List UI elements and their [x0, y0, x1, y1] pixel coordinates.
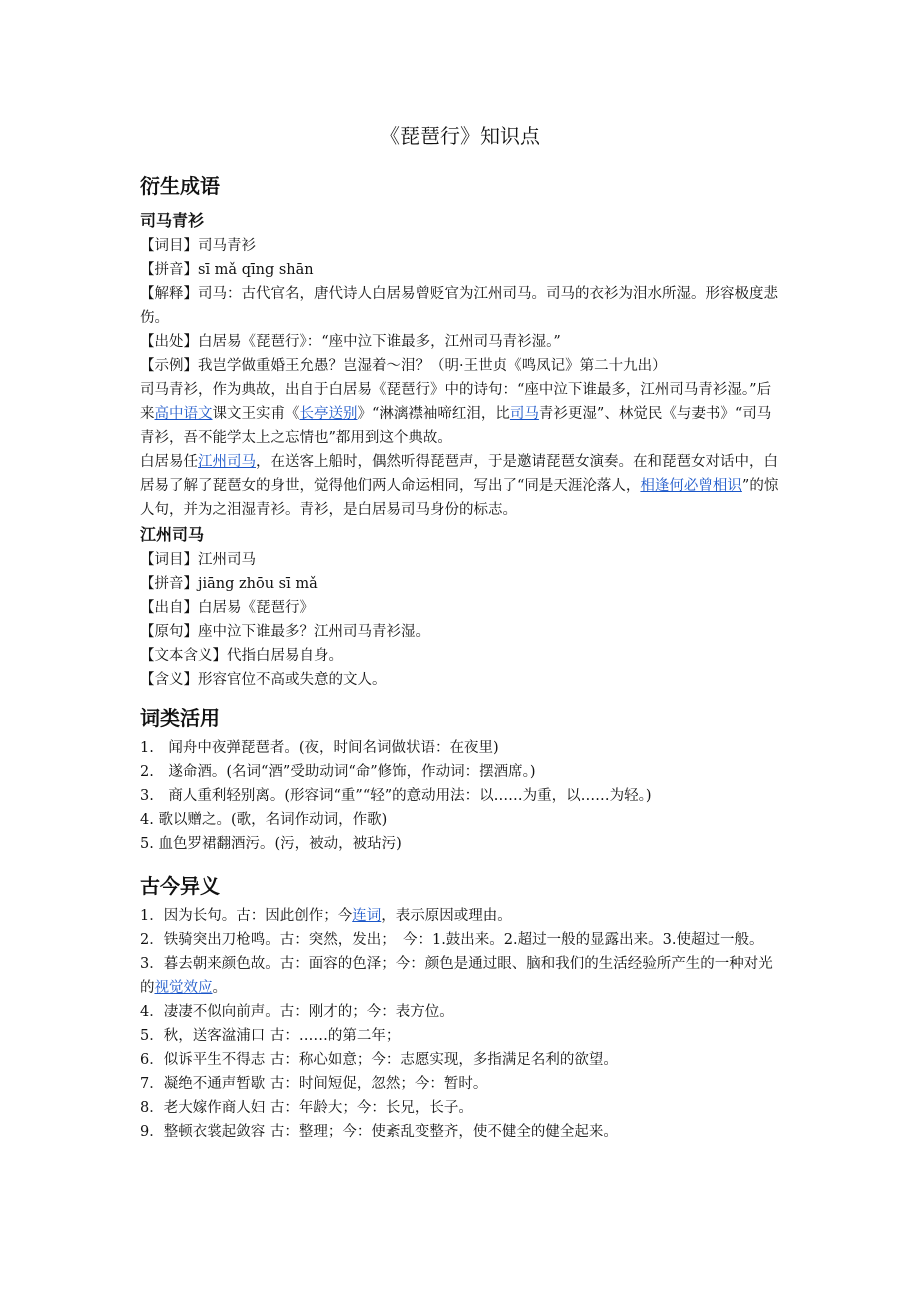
word-class-list	[140, 736, 785, 856]
text-run: 》“淋漓襟袖啼红泪，比	[357, 406, 510, 422]
list-item: 8．老大嫁作商人妇 古：年龄大；今：长兄，长子。	[140, 1100, 473, 1116]
entry-pinyin: 【拼音】sī mǎ qīng shān	[140, 262, 314, 278]
text-run: 1．因为长句。古：因此创作；今	[140, 908, 353, 924]
list-item: 1. 闻舟中夜弹琵琶者。(夜，时间名词做状语：在夜里)	[140, 740, 499, 756]
entry-text-meaning: 【文本含义】代指白居易自身。	[140, 648, 343, 664]
list-item	[140, 904, 785, 928]
text-run: 司马青衫，作为典故，出自于白居易《琵琶行》中的诗句：“座中泣下谁最多，江州司马青衫湿。”后来	[140, 382, 772, 422]
entry-original-line: 【原句】座中泣下谁最多？江州司马青衫湿。	[140, 624, 430, 640]
idiom-entry-sima-qingshan	[140, 208, 785, 522]
text-run: 3．暮去朝来颜色故。古：面容的色泽；今：颜色是通过眼、脑和我们的生活经验所产生的一种对光的	[140, 956, 773, 996]
text-run: 白居易任	[140, 454, 198, 470]
text-run: 课文王实甫《	[212, 406, 300, 422]
story-paragraph	[140, 450, 785, 522]
text-run: ”的惊人句，并为之泪湿青衫。青衫，是白居易司马身份的标志。	[140, 478, 779, 518]
entry-meaning: 【含义】形容官位不高或失意的文人。	[140, 672, 387, 688]
idiom-entry-jiangzhou-sima	[140, 522, 785, 692]
link-xiangfeng-hebi[interactable]: 相逢何必曾相识	[640, 478, 742, 494]
entry-term: 【词目】江州司马	[140, 552, 256, 568]
link-sima[interactable]: 司马	[509, 406, 539, 422]
link-lianci[interactable]: 连词	[352, 908, 382, 924]
list-item: 2. 遂命酒。(名词“酒”受助动词“命”修饰，作动词：摆酒席。)	[140, 764, 536, 780]
link-gaozhong-yuwen[interactable]: 高中语文	[154, 406, 213, 422]
text-run: ，表示原因或理由。	[381, 908, 512, 924]
link-jiangzhou-sima[interactable]: 江州司马	[198, 454, 256, 470]
idiom-title: 司马青衫	[140, 211, 205, 230]
link-changting-songbie[interactable]: 长亭送别	[299, 406, 358, 422]
entry-example: 【示例】我岂学做重婚王允愚？岂湿着～泪？（明·王世贞《鸣凤记》第二十九出）	[140, 358, 667, 374]
list-item: 2．铁骑突出刀枪鸣。古：突然，发出； 今：1.鼓出来。2.超过一般的显露出来。3.使超过一般。	[140, 932, 764, 948]
list-item: 5．秋，送客湓浦口 古：……的第二年；	[140, 1028, 401, 1044]
list-item: 3. 商人重利轻别离。(形容词“重”“轻”的意动用法：以……为重，以……为轻。)	[140, 788, 652, 804]
section-heading-ancient-modern-meaning: 古今异义	[140, 874, 220, 898]
list-item: 4．凄凄不似向前声。古：刚才的；今：表方位。	[140, 1004, 454, 1020]
entry-pinyin: 【拼音】jiāng zhōu sī mǎ	[140, 576, 318, 592]
entry-explanation: 【解释】司马：古代官名，唐代诗人白居易曾贬官为江州司马。司马的衣衫为泪水所湿。形容极度悲伤。	[140, 286, 778, 326]
section-heading-word-class-shift: 词类活用	[140, 706, 220, 730]
link-shijue-xiaoying[interactable]: 视觉效应	[154, 980, 213, 996]
list-item: 5. 血色罗裙翻酒污。(污，被动，被玷污)	[140, 836, 402, 852]
allusion-paragraph	[140, 378, 785, 450]
list-item: 6．似诉平生不得志 古：称心如意；今：志愿实现，多指满足名利的欲望。	[140, 1052, 618, 1068]
list-item: 7．凝绝不通声暂歇 古：时间短促，忽然；今：暂时。	[140, 1076, 488, 1092]
text-run: 青衫更湿”、林觉民《与妻书》“司马青衫，吾不能学太上之忘情也”都用到这个典故。	[140, 406, 772, 446]
entry-origin: 【出自】白居易《琵琶行》	[140, 600, 314, 616]
text-run: ，在送客上船时，偶然听得琵琶声，于是邀请琵琶女演奏。在和琵琶女对话中，白居易了解了琵琶女的身世，觉得他们两人命运相同，写出了“同是天涯沦落人，	[140, 454, 778, 494]
entry-term: 【词目】司马青衫	[140, 238, 256, 254]
list-item	[140, 952, 785, 1000]
list-item: 4. 歌以赠之。(歌，名词作动词，作歌)	[140, 812, 388, 828]
entry-source: 【出处】白居易《琵琶行》：“座中泣下谁最多，江州司马青衫湿。”	[140, 334, 561, 350]
section-heading-derived-idioms: 衍生成语	[140, 174, 220, 198]
text-run: 。	[212, 980, 227, 996]
idiom-title: 江州司马	[140, 525, 205, 544]
document-body	[140, 170, 785, 1144]
document-title: 《琵琶行》知识点	[380, 124, 540, 148]
ancient-modern-list	[140, 904, 785, 1144]
list-item: 9．整顿衣裳起敛容 古：整理；今：使紊乱变整齐，使不健全的健全起来。	[140, 1124, 618, 1140]
